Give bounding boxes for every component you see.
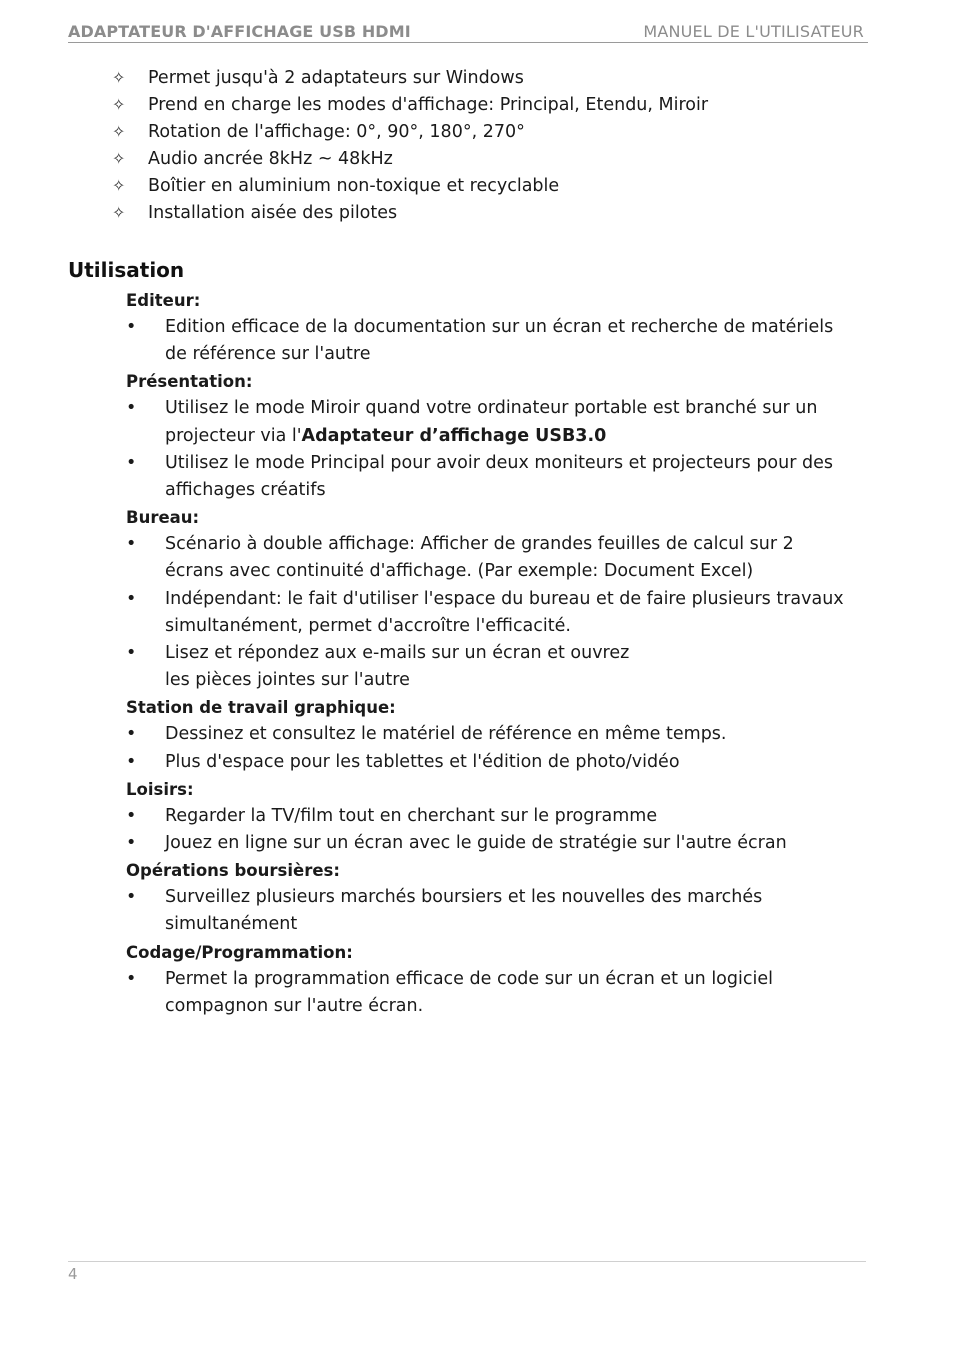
list-item: • Permet la programmation efficace de code sur un écran et un logiciel compagnon sur l'autre écran. xyxy=(126,966,896,1020)
bullet-dot-icon: • xyxy=(126,534,137,555)
header-product-title: ADAPTATEUR D'AFFICHAGE USB HDMI xyxy=(68,22,411,41)
list-item: • Indépendant: le fait d'utiliser l'espace du bureau et de faire plusieurs travaux simultanément, permet d'accroître l'efficacité. xyxy=(126,586,896,640)
bullet-list xyxy=(126,884,896,938)
bullet-dot-icon: • xyxy=(126,805,137,826)
list-item: • Utilisez le mode Principal pour avoir deux moniteurs et projecteurs pour des affichages créatifs xyxy=(126,450,896,504)
bullet-list xyxy=(126,966,896,1020)
bullet-dot-icon: • xyxy=(126,452,137,473)
bullet-list xyxy=(126,395,896,504)
subheading-station: Station de travail graphique: xyxy=(126,698,396,718)
subheading-bourse: Opérations boursières: xyxy=(126,861,340,881)
list-item: • Dessinez et consultez le matériel de référence en même temps. xyxy=(126,721,896,748)
feature-item: ✧ Rotation de l'affichage: 0°, 90°, 180°, 270° xyxy=(112,122,525,142)
section-title-utilisation: Utilisation xyxy=(68,258,185,282)
feature-item: ✧ Boîtier en aluminium non-toxique et recyclable xyxy=(112,176,560,196)
star-bullet-icon: ✧ xyxy=(112,176,126,195)
bullet-list xyxy=(126,314,896,368)
feature-item: ✧ Permet jusqu'à 2 adaptateurs sur Windows xyxy=(112,68,524,88)
header-manual-title: MANUEL DE L'UTILISATEUR xyxy=(643,22,864,41)
list-item: • Surveillez plusieurs marchés boursiers et les nouvelles des marchés simultanément xyxy=(126,884,896,938)
bullet-dot-icon: • xyxy=(126,887,137,908)
bullet-list xyxy=(126,721,896,775)
bullet-dot-icon: • xyxy=(126,724,137,745)
star-bullet-icon: ✧ xyxy=(112,203,126,222)
bullet-list xyxy=(126,803,896,857)
list-item: • Regarder la TV/film tout en cherchant sur le programme xyxy=(126,803,896,830)
subheading-loisirs: Loisirs: xyxy=(126,779,194,799)
bullet-dot-icon: • xyxy=(126,833,137,854)
subheading-codage: Codage/Programmation: xyxy=(126,942,353,962)
list-item: • Lisez et répondez aux e-mails sur un écran et ouvrez les pièces jointes sur l'autre xyxy=(126,640,896,694)
bullet-dot-icon: • xyxy=(126,317,137,337)
bullet-dot-icon: • xyxy=(126,588,137,609)
subheading-presentation: Présentation: xyxy=(126,372,253,392)
list-item: • Plus d'espace pour les tablettes et l'édition de photo/vidéo xyxy=(126,749,896,776)
star-bullet-icon: ✧ xyxy=(112,122,126,141)
bullet-dot-icon: • xyxy=(126,751,137,772)
subheading-bureau: Bureau: xyxy=(126,508,200,528)
subheading-editeur: Editeur: xyxy=(126,291,201,310)
list-item: • Utilisez le mode Miroir quand votre ordinateur portable est branché sur un projecteur via l'Adaptateur d’affichage USB3.0 xyxy=(126,395,896,449)
star-bullet-icon: ✧ xyxy=(112,149,126,168)
bullet-dot-icon: • xyxy=(126,643,137,664)
bullet-dot-icon: • xyxy=(126,968,137,989)
bullet-dot-icon: • xyxy=(126,398,137,419)
bullet-list xyxy=(126,531,896,694)
feature-item: ✧ Audio ancrée 8kHz ~ 48kHz xyxy=(112,149,393,169)
feature-item: ✧ Installation aisée des pilotes xyxy=(112,203,398,223)
star-bullet-icon: ✧ xyxy=(112,95,126,114)
list-item: • Scénario à double affichage: Afficher de grandes feuilles de calcul sur 2 écrans avec continuité d'affichage. (Par exemple: Document Excel) xyxy=(126,531,896,585)
product-name: Adaptateur d’affichage USB3.0 xyxy=(301,425,607,446)
usage-section xyxy=(126,287,896,1020)
footer-divider xyxy=(68,1261,866,1262)
feature-list xyxy=(112,66,708,228)
feature-item: ✧ Prend en charge les modes d'affichage: Principal, Etendu, Miroir xyxy=(112,95,709,115)
star-bullet-icon: ✧ xyxy=(112,68,126,87)
page-number: 4 xyxy=(68,1265,78,1283)
list-item: • Jouez en ligne sur un écran avec le guide de stratégie sur l'autre écran xyxy=(126,830,896,857)
list-item: • Edition efficace de la documentation sur un écran et recherche de matériels de référence sur l'autre xyxy=(126,314,896,368)
page-header xyxy=(68,20,868,43)
